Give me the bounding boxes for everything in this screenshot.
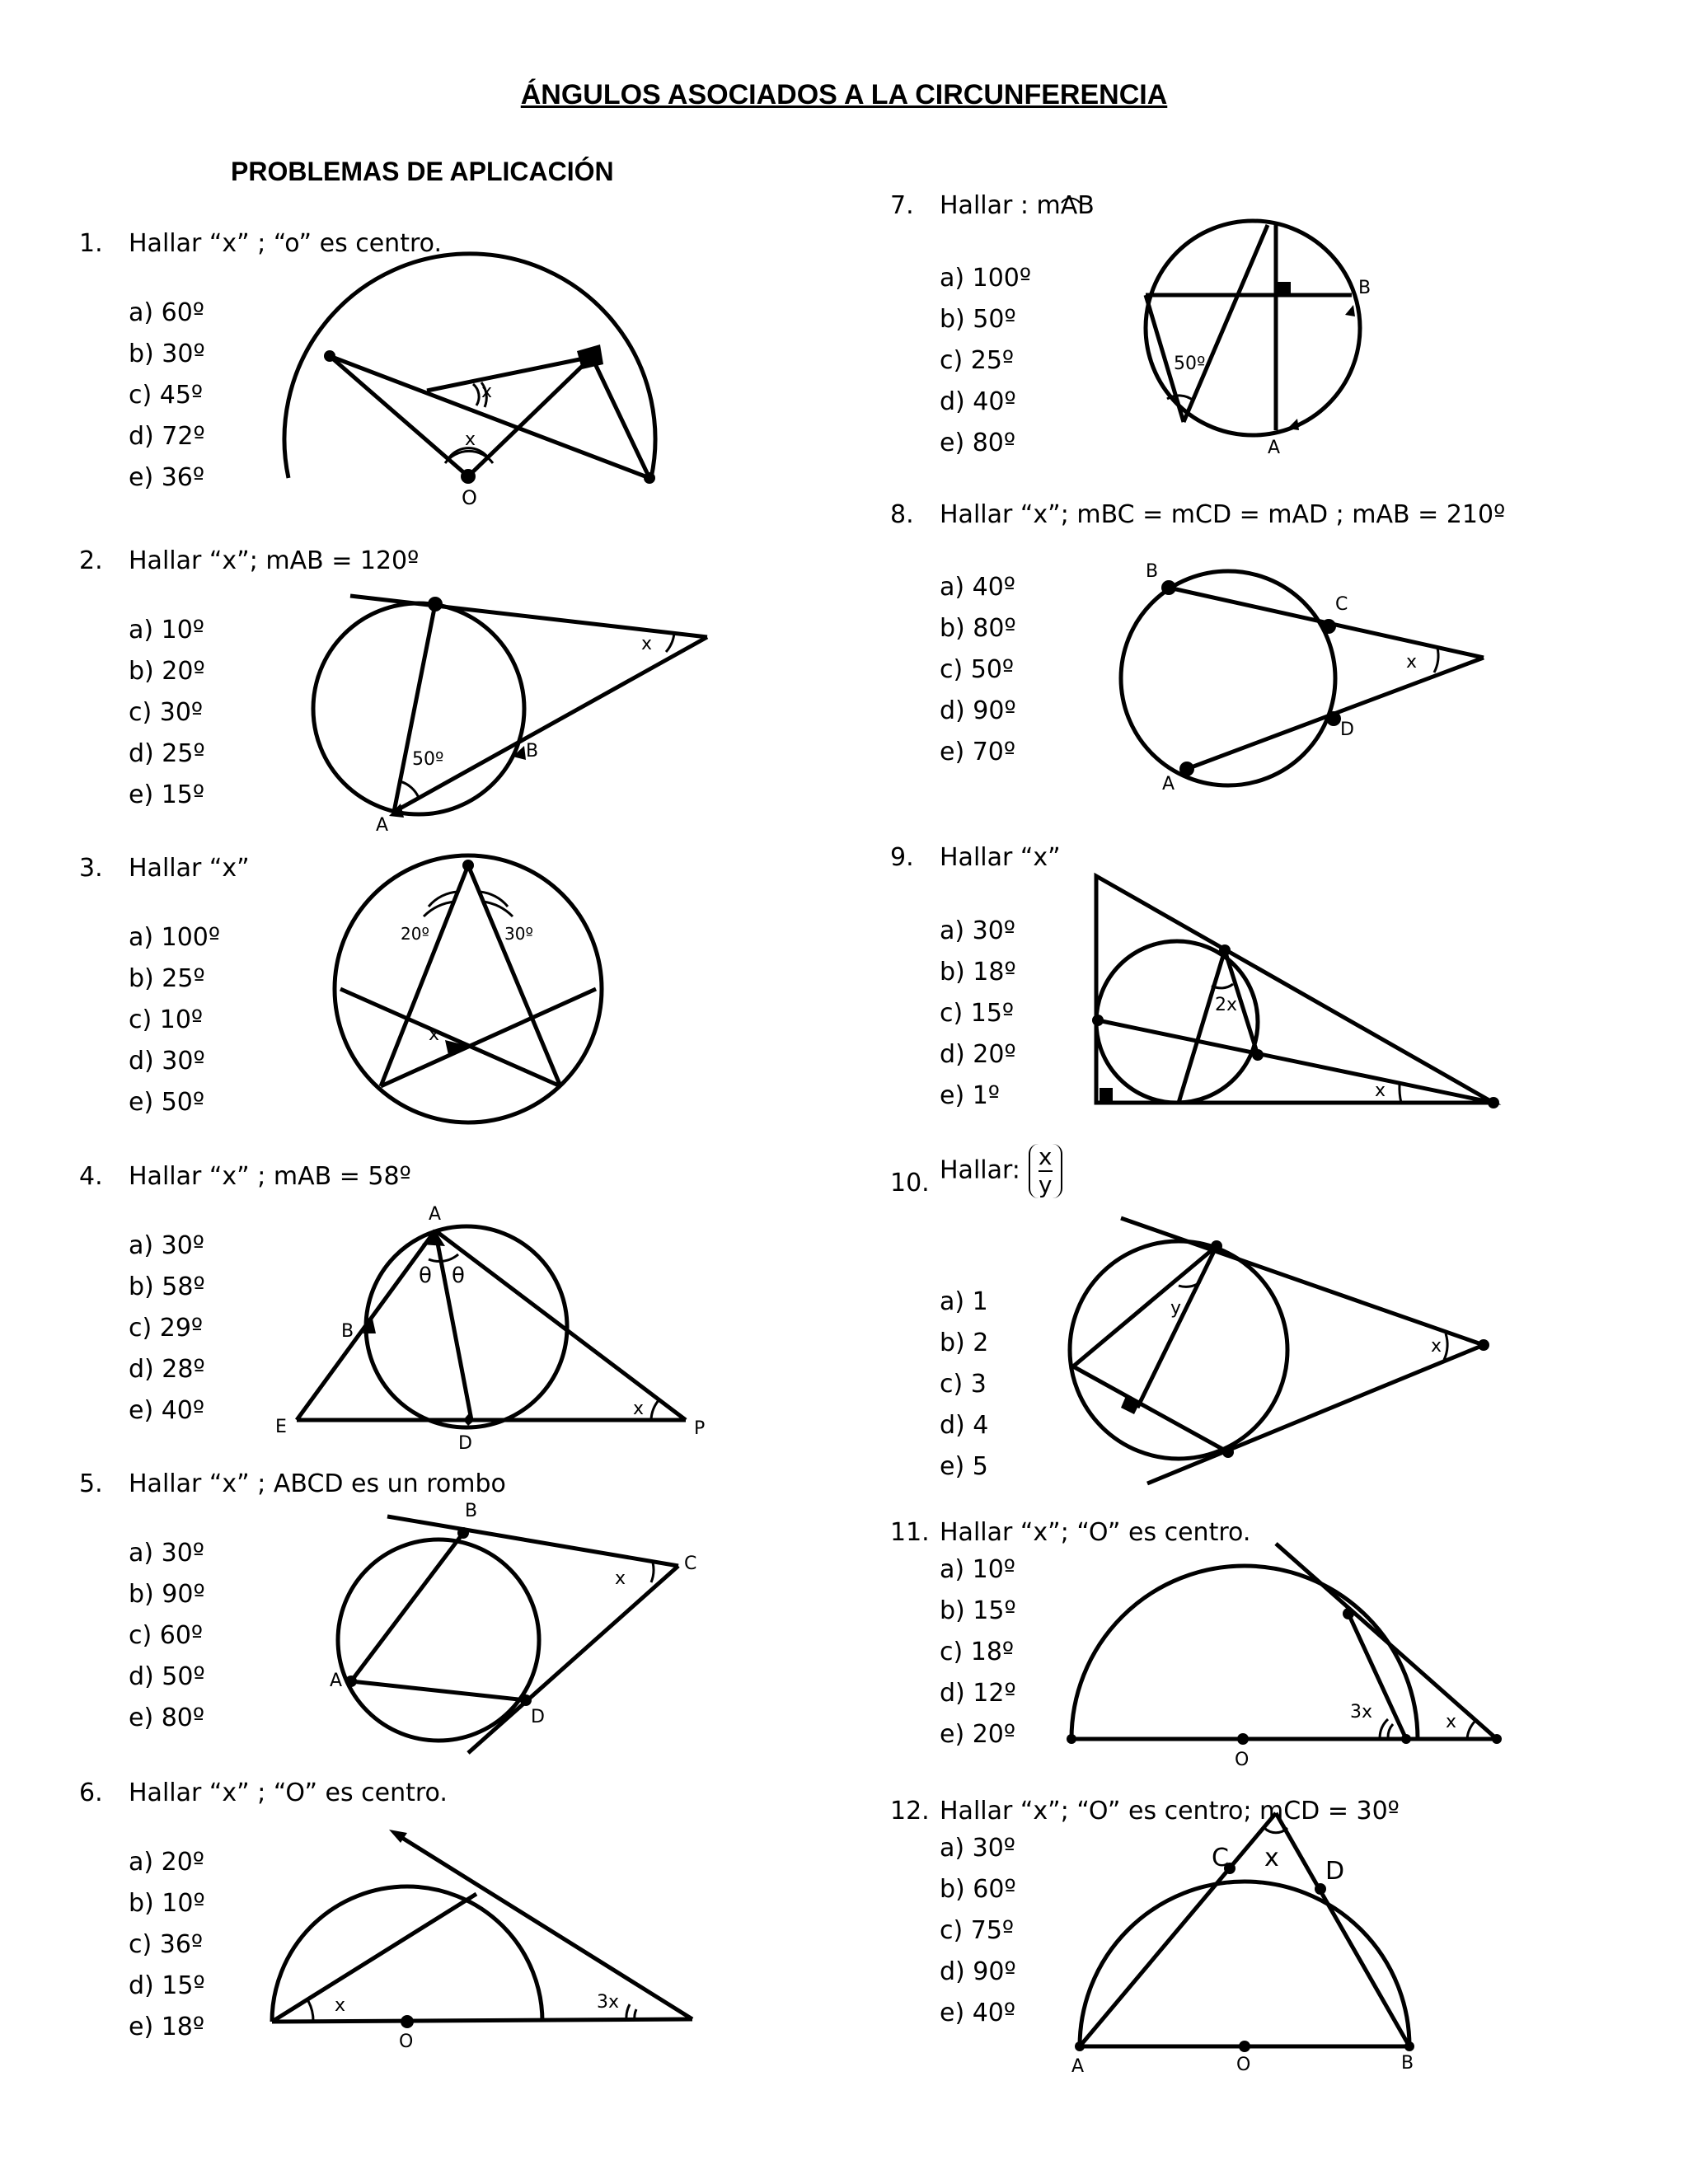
option: b) 90º — [129, 1580, 205, 1609]
option: a) 100º — [940, 264, 1032, 293]
label-d: D — [458, 1433, 472, 1454]
problem-statement: Hallar “x”; “O” es centro; mCD = 30º — [940, 1797, 1400, 1825]
label-x: x — [335, 1995, 346, 2016]
option: d) 20º — [940, 1040, 1016, 1069]
label-2x: 2x — [1215, 995, 1238, 1015]
label-angle: 30º — [504, 924, 533, 944]
problem-number: 3. — [79, 854, 103, 883]
label-x: x — [1446, 1712, 1457, 1732]
option: c) 10º — [129, 1005, 204, 1034]
label-p: P — [694, 1418, 706, 1439]
option: b) 80º — [940, 614, 1016, 643]
option: a) 10º — [129, 616, 204, 644]
option: b) 20º — [129, 657, 205, 686]
label-b: B — [1401, 2053, 1414, 2074]
label-x: x — [641, 634, 653, 654]
option: a) 10º — [940, 1555, 1015, 1584]
option: e) 40º — [129, 1396, 205, 1425]
option: e) 20º — [940, 1720, 1016, 1749]
problem-statement: Hallar “x” ; mAB = 58º — [129, 1162, 411, 1191]
option: c) 30º — [129, 698, 204, 727]
label-3x: 3x — [1350, 1702, 1373, 1722]
label-theta: θ — [452, 1263, 465, 1288]
label-x: x — [1375, 1080, 1386, 1101]
fraction-numerator: x — [1038, 1143, 1053, 1170]
problem-statement: Hallar “x” ; “o” es centro. — [129, 229, 442, 258]
option: c) 50º — [940, 655, 1015, 684]
problem-number: 12. — [890, 1797, 930, 1825]
option: b) 2 — [940, 1329, 989, 1357]
option: b) 50º — [940, 305, 1016, 334]
option: e) 36º — [129, 463, 205, 492]
option: c) 15º — [940, 999, 1015, 1028]
problem-statement: Hallar “x”; “O” es centro. — [940, 1518, 1251, 1547]
option: a) 60º — [129, 298, 204, 327]
label-b: B — [1146, 561, 1159, 582]
option: a) 30º — [129, 1539, 204, 1568]
label-b: B — [526, 741, 539, 762]
option: a) 30º — [940, 1834, 1015, 1863]
label-d: D — [1340, 719, 1354, 740]
label-b: B — [465, 1501, 478, 1521]
option: b) 60º — [940, 1875, 1016, 1904]
problem-number: 10. — [890, 1169, 930, 1197]
label-y: y — [1170, 1298, 1182, 1319]
problem-number: 2. — [79, 546, 103, 575]
label-x: x — [1431, 1336, 1442, 1357]
option: d) 50º — [129, 1662, 205, 1691]
fraction-denominator: y — [1038, 1171, 1053, 1198]
option: c) 60º — [129, 1621, 204, 1650]
label-c: C — [1212, 1844, 1229, 1872]
statement-text: Hallar: — [940, 1155, 1020, 1185]
option: a) 1 — [940, 1287, 988, 1316]
option: d) 40º — [940, 387, 1016, 416]
option: d) 90º — [940, 1957, 1016, 1986]
option: b) 58º — [129, 1272, 205, 1301]
option: e) 18º — [129, 2013, 205, 2041]
problem-number: 4. — [79, 1162, 103, 1191]
option: a) 100º — [129, 923, 221, 952]
problem-statement: Hallar “x” — [940, 843, 1061, 872]
option: e) 80º — [129, 1704, 205, 1732]
label-a: A — [1162, 774, 1175, 794]
label-angle: 50º — [412, 749, 444, 770]
label-x: x — [615, 1568, 626, 1589]
label-x: x — [1406, 652, 1418, 673]
problem-number: 1. — [79, 229, 103, 258]
label-b: B — [341, 1321, 354, 1342]
option: e) 1º — [940, 1081, 1000, 1110]
option: d) 15º — [129, 1971, 205, 2000]
label-c: C — [684, 1554, 697, 1574]
label-o: O — [1236, 2055, 1251, 2075]
label-x: x — [465, 429, 476, 450]
label-d: D — [1325, 1857, 1345, 1886]
option: c) 75º — [940, 1916, 1015, 1945]
problem-number: 8. — [890, 500, 914, 529]
option: e) 80º — [940, 429, 1016, 457]
option: a) 30º — [129, 1231, 204, 1260]
option: b) 25º — [129, 964, 205, 993]
label-theta: θ — [419, 1263, 432, 1288]
label-x: x — [1264, 1844, 1279, 1872]
option: e) 5 — [940, 1452, 988, 1481]
option: a) 30º — [940, 916, 1015, 945]
option: e) 40º — [940, 1999, 1016, 2027]
option: d) 30º — [129, 1047, 205, 1076]
label-a: A — [1071, 2056, 1085, 2077]
problem-statement: Hallar “x”; mBC = mCD = mAD ; mAB = 210º — [940, 500, 1506, 529]
option: b) 10º — [129, 1889, 205, 1918]
option: c) 36º — [129, 1930, 204, 1959]
option: e) 50º — [129, 1088, 205, 1117]
problem-statement: Hallar “x” ; “O” es centro. — [129, 1779, 448, 1807]
problem-number: 5. — [79, 1469, 103, 1498]
label-a: A — [376, 815, 389, 836]
option: d) 12º — [940, 1679, 1016, 1708]
problem-statement: Hallar : mAB — [940, 191, 1095, 220]
label-x: x — [429, 1024, 440, 1045]
option: a) 20º — [129, 1848, 204, 1877]
problem-number: 6. — [79, 1779, 103, 1807]
problem-number: 7. — [890, 191, 914, 220]
problem-statement: Hallar “x”; mAB = 120º — [129, 546, 420, 575]
problem-number: 11. — [890, 1518, 930, 1547]
problem-statement: Hallar “x” ; ABCD es un rombo — [129, 1469, 506, 1498]
label-x: x — [481, 382, 493, 402]
label-b: B — [1358, 278, 1372, 298]
option: c) 25º — [940, 346, 1015, 375]
label-angle: 50º — [1174, 354, 1206, 374]
label-a: A — [429, 1204, 442, 1225]
problem-number: 9. — [890, 843, 914, 872]
option: b) 18º — [940, 958, 1016, 987]
option: c) 3 — [940, 1370, 987, 1399]
option: b) 30º — [129, 340, 205, 368]
option: e) 70º — [940, 738, 1016, 766]
option: b) 15º — [940, 1596, 1016, 1625]
label-a: A — [330, 1671, 343, 1691]
option: c) 29º — [129, 1314, 204, 1343]
label-o: O — [399, 2032, 414, 2052]
label-o: O — [462, 486, 477, 509]
label-angle: 20º — [401, 924, 429, 944]
label-3x: 3x — [597, 1992, 620, 2013]
option: d) 4 — [940, 1411, 989, 1440]
label-e: E — [275, 1417, 287, 1437]
label-c: C — [1335, 594, 1348, 615]
section-subtitle: PROBLEMAS DE APLICACIÓN — [231, 157, 614, 186]
page-title: ÁNGULOS ASOCIADOS A LA CIRCUNFERENCIA — [520, 79, 1168, 110]
option: c) 45º — [129, 381, 204, 410]
option: d) 72º — [129, 422, 205, 451]
option: c) 18º — [940, 1638, 1015, 1666]
option: d) 25º — [129, 739, 205, 768]
option: a) 40º — [940, 573, 1015, 602]
label-x: x — [633, 1399, 645, 1419]
label-a: A — [1268, 438, 1281, 458]
problem-statement: Hallar “x” — [129, 854, 250, 883]
option: e) 15º — [129, 780, 205, 809]
option: d) 28º — [129, 1355, 205, 1384]
label-o: O — [1235, 1750, 1250, 1770]
label-d: D — [531, 1707, 545, 1727]
option: d) 90º — [940, 696, 1016, 725]
